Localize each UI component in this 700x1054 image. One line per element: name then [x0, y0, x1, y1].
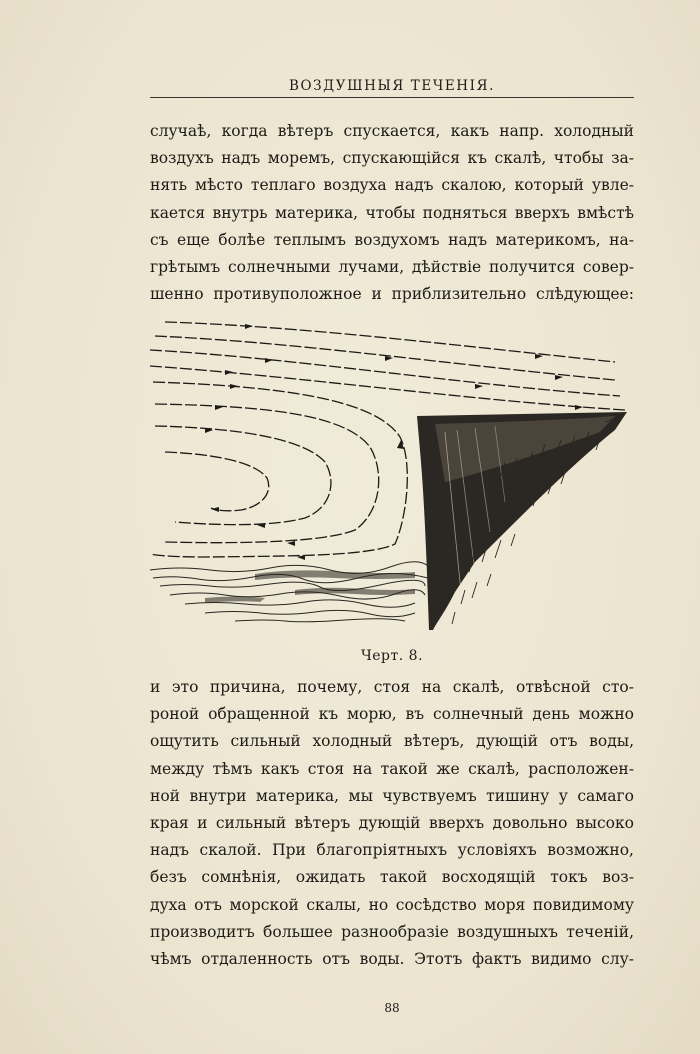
air-current-illustration — [145, 312, 635, 632]
text-line: случаѣ, когда вѣтеръ спускается, какъ напр. холодный — [150, 122, 634, 140]
text-line: шенно противуположное и приблизительно слѣдующее: — [150, 285, 634, 304]
text-line: кается внутрь материка, чтобы подняться вверхъ вмѣстѣ — [150, 203, 634, 222]
header-rule — [150, 97, 634, 98]
streamline — [150, 382, 407, 557]
arrowhead-icon — [575, 405, 583, 410]
text-line: ощутить сильный холодный вѣтеръ, дующій отъ воды, — [150, 732, 634, 751]
descending-streamlines — [150, 382, 407, 557]
paragraph-bottom — [150, 674, 634, 973]
upper-streamlines — [150, 322, 625, 410]
arrowhead-icon — [245, 324, 253, 329]
arrowhead-icon — [397, 440, 404, 449]
arrowhead-icon — [555, 375, 563, 380]
running-head: ВОЗДУШНЫЯ ТЕЧЕНІЯ. — [288, 78, 496, 94]
paragraph-top — [150, 118, 634, 308]
streamline — [150, 366, 625, 410]
streamline — [165, 452, 269, 511]
arrowhead-icon — [475, 384, 483, 389]
text-line: между тѣмъ какъ стоя на такой же скалѣ, расположен- — [150, 759, 634, 778]
page-number: 88 — [384, 1001, 400, 1015]
text-line: грѣтымъ солнечными лучами, дѣйствіе получится совер- — [150, 257, 634, 276]
text-line: духа отъ морской скалы, но сосѣдство моря повидимому — [150, 895, 634, 914]
arrowhead-icon — [211, 507, 219, 512]
arrowhead-icon — [287, 541, 295, 546]
text-line: надъ скалой. При благопріятныхъ условіяхъ возможно, — [150, 841, 634, 860]
figure-caption: Черт. 8. — [360, 648, 424, 664]
text-line: съ еще болѣе теплымъ воздухомъ надъ материкомъ, на- — [150, 230, 634, 249]
text-line: ной внутри материка, мы чувствуемъ тишину у самаго — [150, 786, 634, 805]
text-line: роной обращенной къ морю, въ солнечный день можно — [150, 705, 634, 724]
text-line: безъ сомнѣнія, ожидать такой восходящій токъ воз- — [150, 868, 634, 887]
cliff — [417, 412, 627, 630]
arrowhead-icon — [385, 356, 393, 361]
text-line: воздухъ надъ моремъ, спускающійся къ скалѣ, чтобы за- — [150, 149, 634, 168]
streamline — [155, 404, 379, 543]
text-line: чѣмъ отдаленность отъ воды. Этотъ фактъ видимо слу- — [150, 949, 634, 968]
text-line: производитъ большее разнообразіе воздушныхъ теченій, — [150, 922, 634, 941]
text-line: нять мѣсто теплаго воздуха надъ скалою, который увле- — [150, 176, 634, 195]
text-line: края и сильный вѣтеръ дующій вверхъ довольно высоко — [150, 813, 634, 832]
text-line: и это причина, почему, стоя на скалѣ, отвѣсной сто- — [150, 678, 634, 696]
upper-arrowheads — [225, 324, 583, 410]
descending-arrowheads — [205, 384, 404, 560]
